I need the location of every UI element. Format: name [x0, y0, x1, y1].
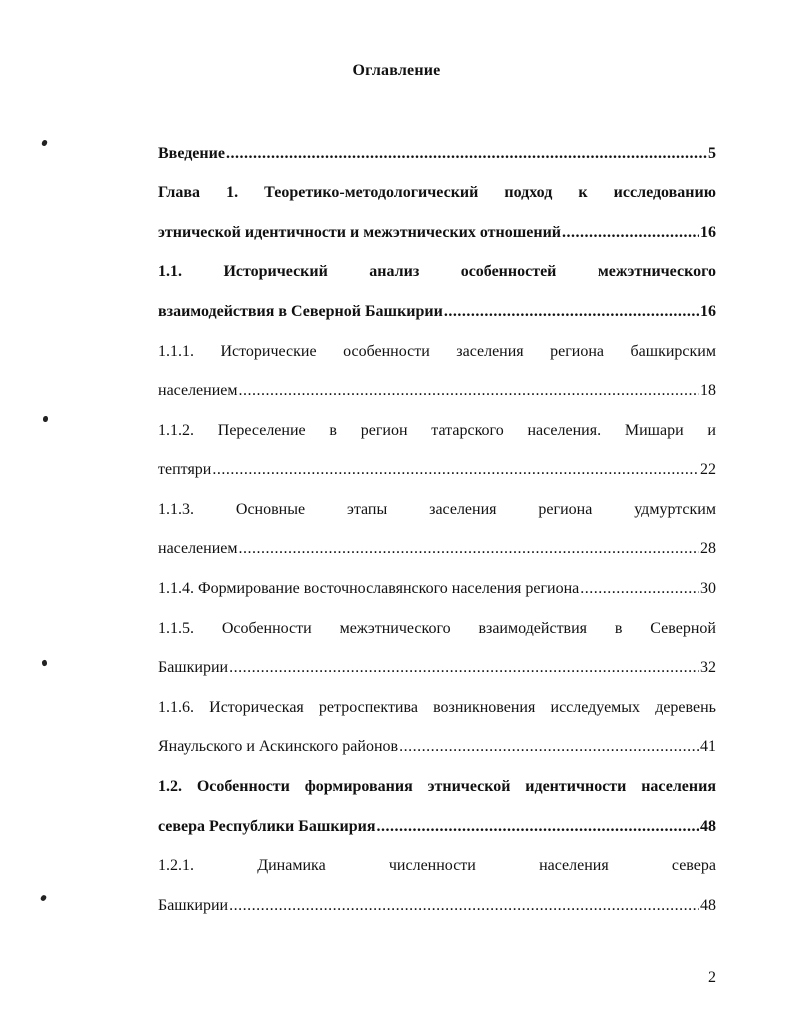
toc-word: удмуртским	[634, 501, 716, 518]
toc-entry-1-1-2-line1[interactable]	[158, 422, 716, 440]
toc-leader-dots	[239, 540, 700, 558]
toc-word: населения	[641, 778, 716, 795]
toc-word: численности	[388, 857, 476, 874]
toc-page-number: 28	[700, 540, 716, 557]
toc-word: исследованию	[613, 184, 716, 201]
toc-word: и	[707, 422, 716, 439]
toc-word: анализ	[369, 263, 420, 280]
toc-word: 1.1.5.	[158, 620, 194, 637]
toc-word: Северной	[650, 620, 716, 637]
toc-entry-text: взаимодействия в Северной Башкирии	[158, 303, 443, 320]
toc-word: Переселение	[217, 422, 306, 439]
toc-page-number: 16	[700, 224, 716, 241]
punch-mark	[40, 894, 47, 902]
toc-word: межэтнического	[597, 263, 716, 280]
toc-word: формирования	[304, 778, 413, 795]
toc-entry-1-1-2-line2[interactable]	[158, 461, 716, 479]
toc-word: регион	[360, 422, 408, 439]
toc-entry-1-1-line1[interactable]	[158, 263, 716, 281]
toc-entry-1-2-line2[interactable]	[158, 818, 716, 836]
toc-word: 1.1.	[158, 263, 182, 280]
toc-word: 1.1.6.	[158, 699, 194, 716]
toc-entry-1-1-6-line1[interactable]	[158, 699, 716, 717]
toc-entry-text: этнической идентичности и межэтнических отношений	[158, 224, 562, 241]
toc-entry-text: населением	[158, 540, 238, 557]
toc-word: возникновения	[433, 699, 536, 716]
toc-entry-introduction[interactable]	[158, 145, 716, 163]
toc-entry-1-1-6-line2[interactable]	[158, 738, 716, 756]
toc-page-number: 16	[700, 303, 716, 320]
toc-entry-1-1-4[interactable]	[158, 580, 716, 598]
toc-entry-1-2-1-line1[interactable]	[158, 857, 716, 875]
toc-entry-1-1-1-line1[interactable]	[158, 343, 716, 361]
toc-leader-dots	[239, 382, 700, 400]
toc-word: этапы	[346, 501, 388, 518]
toc-word: исследуемых	[550, 699, 641, 716]
toc-page-number: 48	[700, 897, 716, 914]
toc-word: взаимодействия	[478, 620, 588, 637]
toc-leader-dots	[580, 580, 699, 598]
toc-word: в	[614, 620, 623, 637]
toc-word: башкирским	[630, 343, 716, 360]
toc-word: заселения	[429, 501, 497, 518]
toc-entry-1-1-3-line2[interactable]	[158, 540, 716, 558]
toc-leader-dots	[226, 145, 707, 163]
toc-entry-1-1-1-line2[interactable]	[158, 382, 716, 400]
toc-page-number: 30	[700, 580, 716, 597]
toc-page-number: 32	[700, 659, 716, 676]
toc-word: Основные	[235, 501, 306, 518]
toc-leader-dots	[399, 738, 699, 756]
toc-entry-text: севера Республики Башкирия	[158, 818, 376, 835]
toc-word: населения	[539, 857, 609, 874]
toc-entry-text: Янаульского и Аскинского районов	[158, 738, 399, 755]
toc-entry-1-1-3-line1[interactable]	[158, 501, 716, 519]
toc-word: Исторический	[223, 263, 328, 280]
page-title: Оглавление	[352, 62, 441, 79]
toc-word: межэтнического	[339, 620, 451, 637]
toc-word: заселения	[456, 343, 524, 360]
toc-word: к	[578, 184, 588, 201]
toc-page-number: 18	[700, 382, 716, 399]
toc-word: Историческая	[209, 699, 304, 716]
toc-word: идентичности	[525, 778, 627, 795]
punch-mark	[41, 659, 47, 666]
toc-word: в	[329, 422, 337, 439]
toc-entry-1-2-1-line2[interactable]	[158, 897, 716, 915]
toc-word: особенности	[343, 343, 430, 360]
toc-leader-dots	[562, 224, 699, 242]
toc-word: региона	[550, 343, 605, 360]
toc-word: деревень	[655, 699, 716, 716]
toc-page-number: 41	[700, 738, 716, 755]
toc-word: 1.2.1.	[158, 857, 194, 874]
toc-page-number: 48	[700, 818, 716, 835]
toc-word: региона	[538, 501, 593, 518]
toc-word: Динамика	[257, 857, 326, 874]
toc-word: 1.1.2.	[158, 422, 194, 439]
toc-word: населения.	[527, 422, 602, 439]
toc-entry-text: населением	[158, 382, 238, 399]
toc-leader-dots	[444, 303, 699, 321]
toc-leader-dots	[229, 897, 699, 915]
toc-word: подход	[504, 184, 553, 201]
toc-entry-1-2-line1[interactable]	[158, 778, 716, 796]
toc-entry-text: тептяри	[158, 461, 212, 478]
toc-entry-chapter-1-line1[interactable]	[158, 184, 716, 202]
toc-entry-text: Башкирии	[158, 897, 229, 914]
toc-leader-dots	[229, 659, 699, 677]
toc-entry-text: 1.1.4. Формирование восточнославянского населения региона	[158, 580, 580, 597]
toc-word: 1.	[226, 184, 239, 201]
toc-entry-1-1-5-line2[interactable]	[158, 659, 716, 677]
toc-word: Глава	[158, 184, 200, 201]
toc-page-number: 22	[700, 461, 716, 478]
toc-word: Особенности	[196, 778, 290, 795]
punch-mark	[41, 139, 48, 146]
toc-entry-1-1-5-line1[interactable]	[158, 620, 716, 638]
toc-word: Особенности	[221, 620, 312, 637]
toc-entry-chapter-1-line2[interactable]	[158, 224, 716, 242]
toc-entry-text: Башкирии	[158, 659, 229, 676]
toc-entry-1-1-line2[interactable]	[158, 303, 716, 321]
toc-page-number: 5	[708, 145, 716, 162]
toc-word: особенностей	[460, 263, 557, 280]
toc-leader-dots	[212, 461, 699, 479]
toc-word: 1.1.3.	[158, 501, 194, 518]
punch-mark	[43, 416, 48, 422]
toc-word: Мишари	[624, 422, 684, 439]
toc-word: татарского	[431, 422, 504, 439]
toc-word: Исторические	[220, 343, 317, 360]
page-number: 2	[708, 969, 716, 986]
toc-entry-text: Введение	[158, 145, 225, 162]
toc-word: 1.1.1.	[158, 343, 194, 360]
toc-leader-dots	[377, 818, 699, 836]
toc-word: севера	[671, 857, 716, 874]
toc-word: этнической	[427, 778, 511, 795]
toc-word: ретроспектива	[318, 699, 418, 716]
toc-word: Теоретико-методологический	[264, 184, 479, 201]
toc-word: 1.2.	[158, 778, 182, 795]
